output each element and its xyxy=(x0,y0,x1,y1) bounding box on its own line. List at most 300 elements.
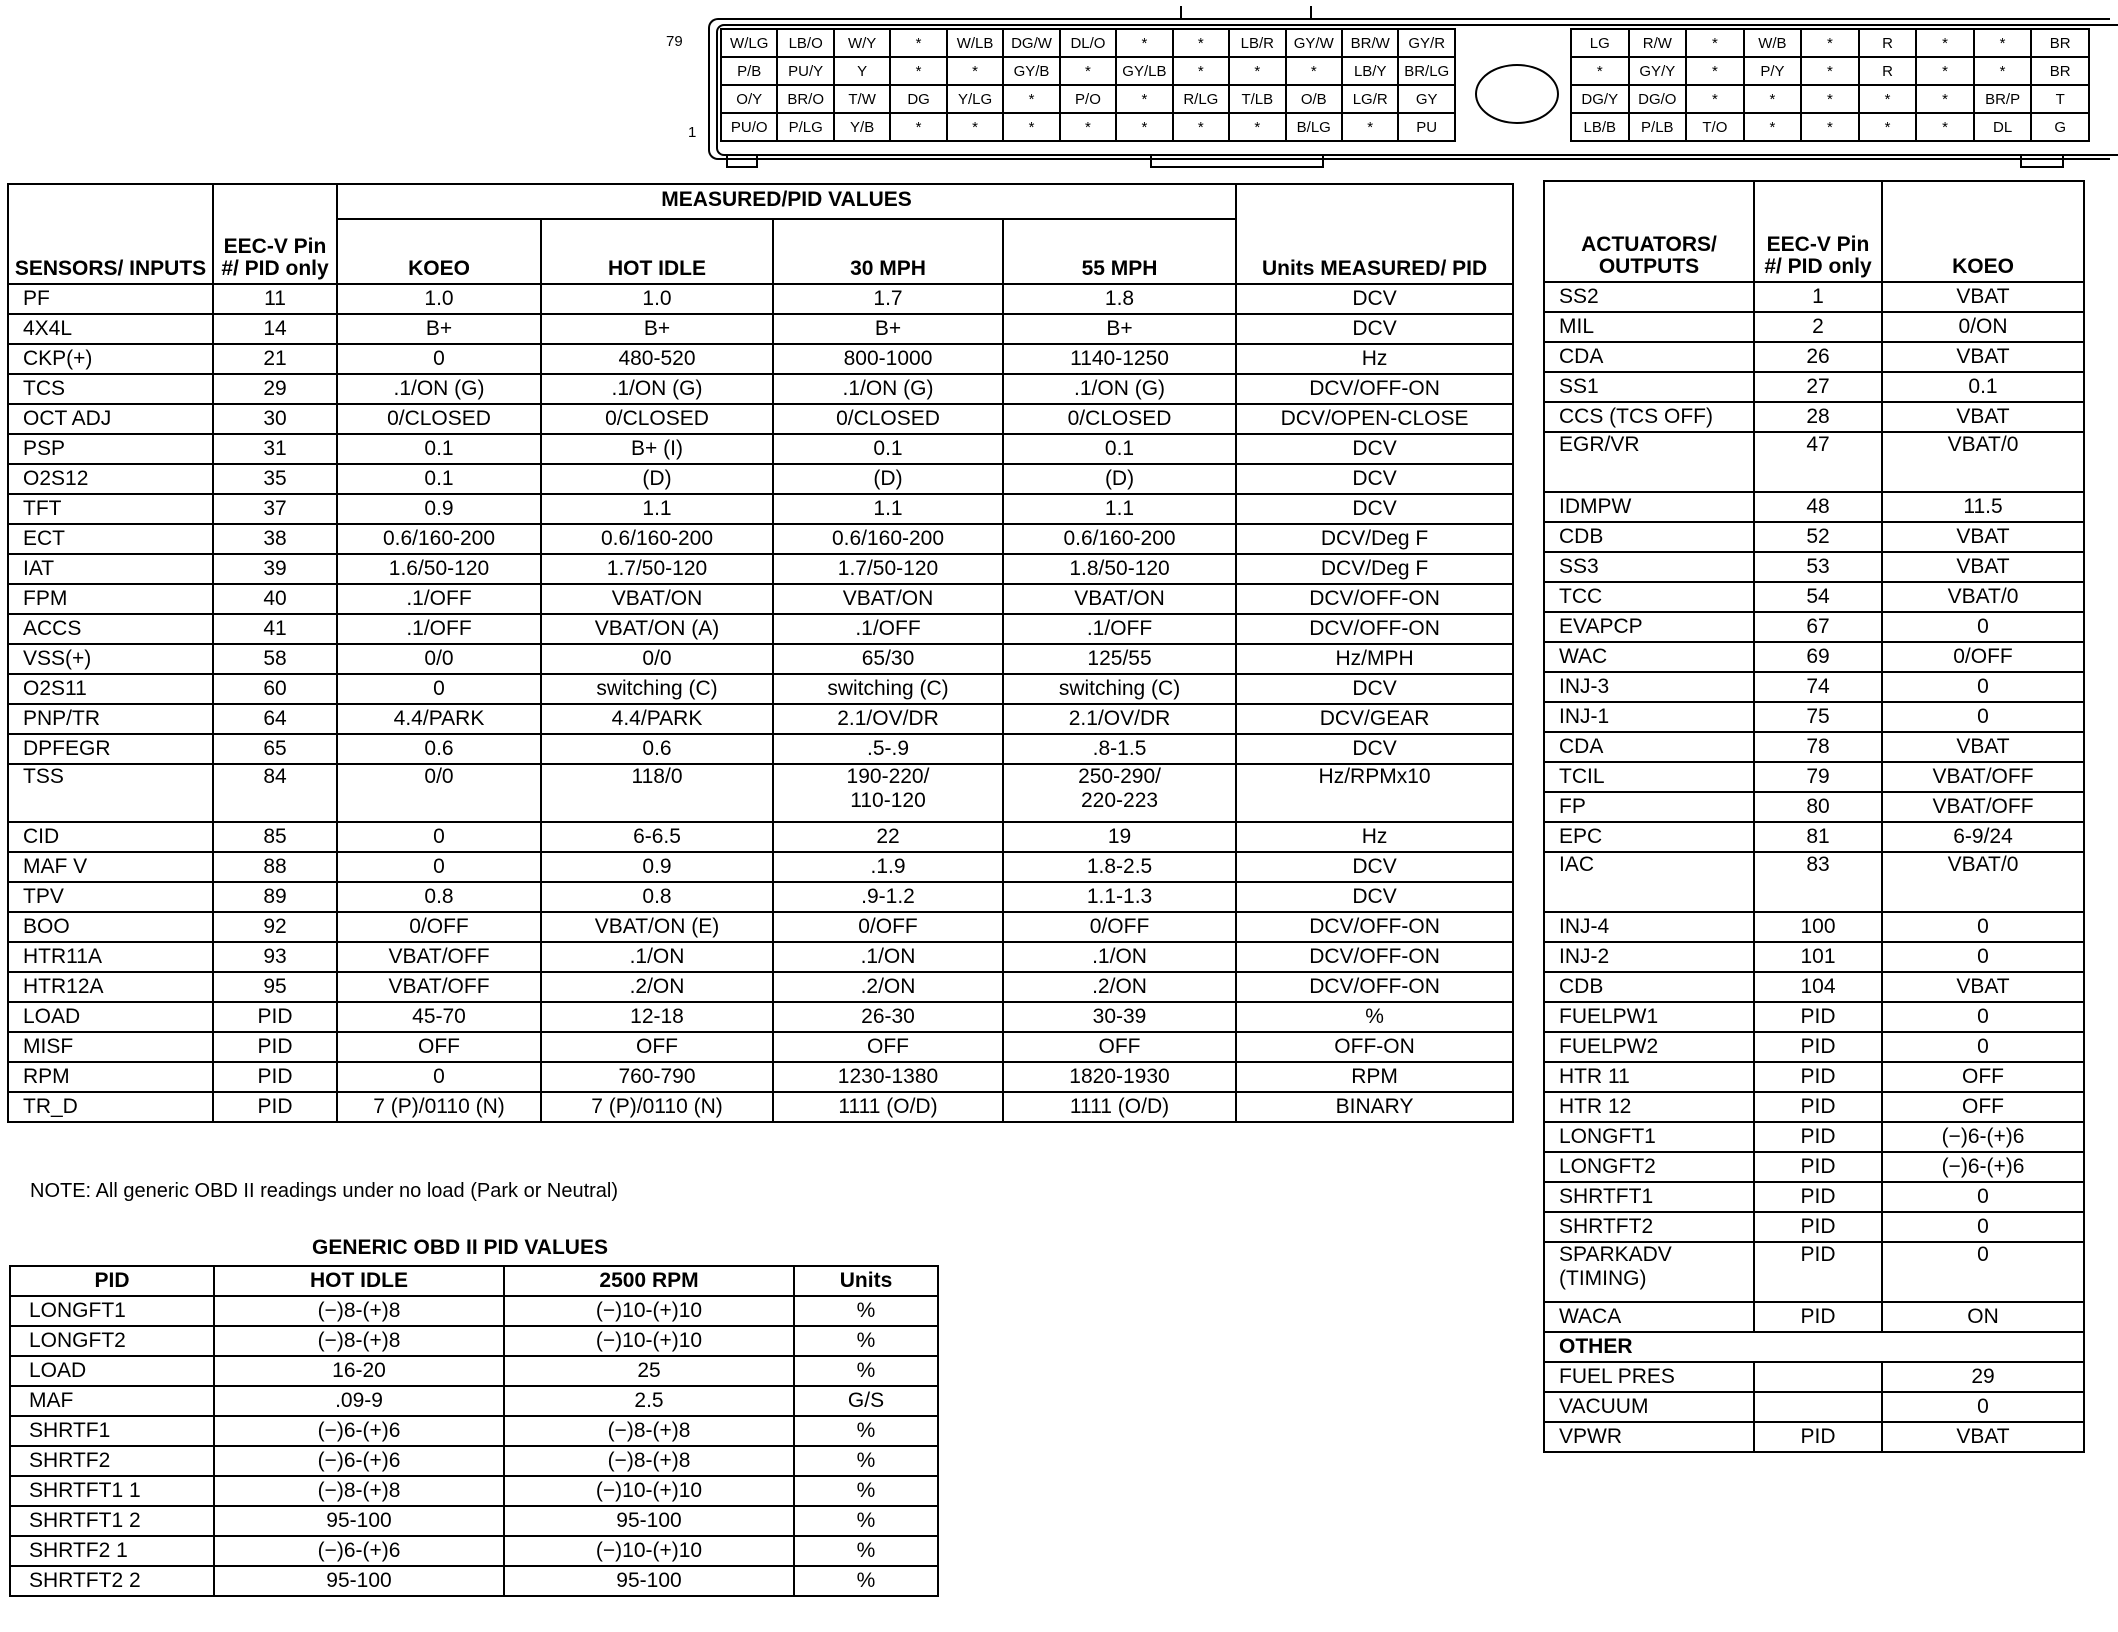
actuator-koeo xyxy=(1882,1002,2084,1032)
sensor-hot-idle xyxy=(541,614,773,644)
sensor-hot-idle-value: 6-6.5 xyxy=(633,825,681,848)
actuator-koeo xyxy=(1882,1242,2084,1302)
sensor-30-mph xyxy=(773,734,1003,764)
connector-pin-wire: DL xyxy=(1974,113,2032,141)
sensor-55-mph-line1: 250-290/ xyxy=(1078,765,1161,788)
sensor-30-mph-value: 0.1 xyxy=(873,437,903,460)
generic-pid: LOAD xyxy=(10,1356,214,1386)
actuator-koeo-value: 0 xyxy=(1977,615,1989,638)
col-eec-pin: EEC-V Pin #/ PID only xyxy=(1754,181,1882,282)
sensor-30-mph xyxy=(773,344,1003,374)
sensor-55-mph xyxy=(1003,1092,1236,1122)
sensor-row xyxy=(8,404,1513,434)
generic-units: % xyxy=(794,1326,938,1356)
connector-pin-wire: * xyxy=(1916,113,1974,141)
actuator-pin xyxy=(1754,942,1882,972)
sensor-hot-idle xyxy=(541,494,773,524)
actuator-koeo-value: 0 xyxy=(1977,945,1989,968)
sensor-hot-idle-value: .1/ON xyxy=(629,945,685,968)
sensor-hot-idle-value: B+ xyxy=(643,317,671,340)
sensor-30-mph-value: 1.7 xyxy=(873,287,903,310)
sensor-55-mph-value: 1111 (O/D) xyxy=(1069,1095,1170,1118)
sensor-name xyxy=(8,764,213,822)
sensor-30-mph xyxy=(773,314,1003,344)
sensor-units xyxy=(1236,972,1513,1002)
sensor-units xyxy=(1236,404,1513,434)
sensor-name-value: VSS(+) xyxy=(23,647,92,670)
sensor-30-mph xyxy=(773,584,1003,614)
sensor-hot-idle xyxy=(541,344,773,374)
sensor-pin xyxy=(213,1062,337,1092)
sensor-koeo xyxy=(337,852,541,882)
sensor-name-value: PNP/TR xyxy=(23,707,101,730)
sensor-row xyxy=(8,942,1513,972)
generic-units: % xyxy=(794,1296,938,1326)
sensor-koeo-value: 45-70 xyxy=(412,1005,466,1028)
connector-pin-wire: P/LG xyxy=(777,113,833,141)
sensor-hot-idle-value: 0.8 xyxy=(642,885,672,908)
sensor-30-mph-line1: 190-220/ xyxy=(846,765,930,788)
sensor-30-mph-value: 2.1/OV/DR xyxy=(837,707,939,730)
sensor-pin-value: PID xyxy=(257,1095,293,1118)
sensor-koeo-value: 0.1 xyxy=(424,437,454,460)
generic-table-title: GENERIC OBD II PID VALUES xyxy=(312,1236,608,1259)
actuator-pin-value: 53 xyxy=(1806,555,1830,578)
connector-row xyxy=(721,85,1455,113)
sensor-hot-idle-value: 0.6/160-200 xyxy=(600,527,714,550)
sensor-hot-idle xyxy=(541,734,773,764)
sensor-hot-idle-value: 760-790 xyxy=(618,1065,696,1088)
generic-2500-rpm: (−)10-(+)10 xyxy=(504,1476,794,1506)
connector-pin-wire: DG/Y xyxy=(1571,85,1629,113)
sensor-55-mph xyxy=(1003,404,1236,434)
col-koeo: KOEO xyxy=(1882,181,2084,282)
sensor-units xyxy=(1236,1002,1513,1032)
sensor-units-value: DCV xyxy=(1352,317,1397,340)
sensor-name-value: OCT ADJ xyxy=(23,407,112,430)
generic-units: % xyxy=(794,1356,938,1386)
actuator-name xyxy=(1544,342,1754,372)
actuator-koeo xyxy=(1882,762,2084,792)
sensor-koeo-value: 0.6/160-200 xyxy=(382,527,496,550)
sensor-row xyxy=(8,1002,1513,1032)
actuator-name xyxy=(1544,1362,1754,1392)
actuator-pin-value: 26 xyxy=(1806,345,1830,368)
generic-hot-idle: (−)6-(+)6 xyxy=(214,1446,504,1476)
connector-pin-wire: * xyxy=(1916,85,1974,113)
generic-units: % xyxy=(794,1476,938,1506)
actuator-koeo-value: 0 xyxy=(1977,1215,1989,1238)
actuator-name-value: EVAPCP xyxy=(1559,615,1643,638)
actuator-pin xyxy=(1754,1122,1882,1152)
sensor-name xyxy=(8,344,213,374)
sensor-name-value: MAF V xyxy=(23,855,88,878)
sensor-row xyxy=(8,674,1513,704)
sensor-koeo-value: 0/CLOSED xyxy=(387,407,491,430)
sensor-30-mph xyxy=(773,1092,1003,1122)
generic-pid: SHRTF1 xyxy=(10,1416,214,1446)
sensor-koeo xyxy=(337,1092,541,1122)
sensor-55-mph xyxy=(1003,822,1236,852)
connector-row xyxy=(721,57,1455,85)
connector-pin-wire: GY/LB xyxy=(1116,57,1172,85)
generic-row xyxy=(10,1386,938,1416)
sensor-55-mph xyxy=(1003,344,1236,374)
sensor-pin xyxy=(213,972,337,1002)
sensor-hot-idle-value: 7 (P)/0110 (N) xyxy=(591,1095,723,1118)
sensor-55-mph xyxy=(1003,912,1236,942)
sensor-pin xyxy=(213,284,337,314)
actuator-name-value: SHRTFT2 xyxy=(1559,1215,1654,1238)
sensor-pin xyxy=(213,314,337,344)
sensor-koeo-value: 0.6 xyxy=(424,737,454,760)
sensor-name xyxy=(8,674,213,704)
sensor-row xyxy=(8,882,1513,912)
actuator-name xyxy=(1544,672,1754,702)
sensor-hot-idle-value: .1/ON (G) xyxy=(611,377,703,400)
sensor-55-mph-value: 1.1-1.3 xyxy=(1086,885,1153,908)
sensor-30-mph-value: 1230-1380 xyxy=(837,1065,939,1088)
actuator-pin xyxy=(1754,1302,1882,1332)
sensor-name-value: ECT xyxy=(23,527,65,550)
sensor-name xyxy=(8,464,213,494)
sensor-55-mph-value: OFF xyxy=(1098,1035,1141,1058)
sensor-name-value: O2S11 xyxy=(23,677,87,700)
sensor-name xyxy=(8,942,213,972)
actuator-name-value: IAC xyxy=(1559,853,1595,876)
sensor-55-mph xyxy=(1003,882,1236,912)
sensor-koeo xyxy=(337,644,541,674)
sensor-koeo-value: B+ xyxy=(425,317,453,340)
actuator-pin-value: 81 xyxy=(1806,825,1830,848)
actuator-pin-value: PID xyxy=(1800,1305,1836,1328)
sensor-koeo xyxy=(337,554,541,584)
sensor-55-mph xyxy=(1003,734,1236,764)
sensor-name xyxy=(8,314,213,344)
sensor-hot-idle xyxy=(541,464,773,494)
actuator-name-value: WAC xyxy=(1559,645,1608,668)
sensor-koeo-value: 0/0 xyxy=(424,647,454,670)
actuator-koeo-value: 29 xyxy=(1971,1365,1995,1388)
actuator-koeo-value: VBAT xyxy=(1956,405,2010,428)
sensor-30-mph xyxy=(773,524,1003,554)
sensor-hot-idle-value: 0.6 xyxy=(642,737,672,760)
actuator-pin-value: PID xyxy=(1800,1125,1836,1148)
actuator-row xyxy=(1544,1002,2084,1032)
actuator-name-value: HTR 12 xyxy=(1559,1095,1632,1118)
sensor-row xyxy=(8,1092,1513,1122)
sensor-name-value: CKP(+) xyxy=(23,347,93,370)
sensor-pin xyxy=(213,494,337,524)
sensor-units xyxy=(1236,734,1513,764)
sensor-name-value: CID xyxy=(23,825,60,848)
actuator-pin-value: 52 xyxy=(1806,525,1830,548)
actuator-name xyxy=(1544,372,1754,402)
connector-pin-wire: BR xyxy=(2031,29,2089,57)
sensor-hot-idle xyxy=(541,644,773,674)
actuator-name-value: CDB xyxy=(1559,975,1604,998)
sensor-pin-value: 38 xyxy=(263,527,287,550)
sensor-hot-idle-value: 1.7/50-120 xyxy=(606,557,708,580)
sensor-koeo xyxy=(337,1062,541,1092)
actuator-name xyxy=(1544,852,1754,912)
sensor-hot-idle xyxy=(541,1002,773,1032)
sensor-hot-idle xyxy=(541,524,773,554)
connector-pin-wire: * xyxy=(1173,57,1229,85)
sensor-units-value: OFF-ON xyxy=(1334,1035,1415,1058)
sensor-koeo xyxy=(337,1032,541,1062)
sensor-hot-idle xyxy=(541,674,773,704)
sensor-55-mph xyxy=(1003,704,1236,734)
sensor-koeo-value: 7 (P)/0110 (N) xyxy=(373,1095,505,1118)
generic-pid: SHRTFT2 2 xyxy=(10,1566,214,1596)
connector-pin-wire: * xyxy=(1571,57,1629,85)
connector-pin-wire: * xyxy=(890,113,946,141)
generic-hot-idle: 95-100 xyxy=(214,1566,504,1596)
actuator-koeo-value: VBAT/OFF xyxy=(1932,765,2034,788)
latch xyxy=(2020,154,2064,168)
sensor-name xyxy=(8,912,213,942)
sensor-30-mph-value: .2/ON xyxy=(860,975,916,998)
actuator-koeo-value: VBAT xyxy=(1956,735,2010,758)
generic-units: % xyxy=(794,1416,938,1446)
actuator-row xyxy=(1544,1362,2084,1392)
actuator-row xyxy=(1544,732,2084,762)
sensor-pin-value: 39 xyxy=(263,557,287,580)
actuator-koeo xyxy=(1882,552,2084,582)
actuator-pin-value: 67 xyxy=(1806,615,1830,638)
actuator-pin-value: PID xyxy=(1800,1215,1836,1238)
sensor-units xyxy=(1236,1032,1513,1062)
sensor-pin xyxy=(213,1032,337,1062)
sensor-55-mph-value: 0.1 xyxy=(1104,437,1135,460)
sensor-hot-idle xyxy=(541,704,773,734)
actuator-pin xyxy=(1754,1032,1882,1062)
sensor-55-mph-value: .1/ON xyxy=(1092,945,1147,968)
sensor-koeo xyxy=(337,912,541,942)
sensor-units xyxy=(1236,822,1513,852)
sensor-55-mph xyxy=(1003,764,1236,822)
actuator-name xyxy=(1544,1032,1754,1062)
actuator-row xyxy=(1544,972,2084,1002)
sensor-55-mph-value: B+ xyxy=(1106,317,1133,340)
sensor-koeo xyxy=(337,674,541,704)
sensor-55-mph xyxy=(1003,942,1236,972)
sensor-koeo-value: 0/OFF xyxy=(409,915,469,938)
actuator-name-value: SS1 xyxy=(1559,375,1599,398)
actuator-pin-value: 54 xyxy=(1806,585,1830,608)
connector-row xyxy=(1571,29,2089,57)
sensor-name-value: BOO xyxy=(23,915,70,938)
sensor-units-value: DCV xyxy=(1352,855,1397,878)
sensor-pin-value: 30 xyxy=(263,407,287,430)
actuator-koeo-value: VBAT xyxy=(1956,1425,2010,1448)
actuator-row xyxy=(1544,1182,2084,1212)
sensor-pin xyxy=(213,674,337,704)
sensor-pin-value: 95 xyxy=(263,975,287,998)
sensor-55-mph xyxy=(1003,314,1236,344)
actuator-pin xyxy=(1754,732,1882,762)
sensor-koeo xyxy=(337,314,541,344)
sensor-30-mph-value: 800-1000 xyxy=(843,347,933,370)
sensor-30-mph xyxy=(773,882,1003,912)
connector-pin-wire: * xyxy=(1859,85,1917,113)
sensor-55-mph xyxy=(1003,674,1236,704)
connector-pin-wire: W/LB xyxy=(947,29,1003,57)
sensor-name-value: HTR12A xyxy=(23,975,104,998)
sensor-55-mph xyxy=(1003,1062,1236,1092)
sensor-name xyxy=(8,374,213,404)
actuator-name-value: LONGFT2 xyxy=(1559,1155,1656,1178)
sensor-hot-idle-value: OFF xyxy=(636,1035,678,1058)
sensor-koeo-value: VBAT/OFF xyxy=(388,975,490,998)
actuator-koeo xyxy=(1882,1362,2084,1392)
sensor-hot-idle-value: VBAT/ON (A) xyxy=(594,617,720,640)
sensor-55-mph-value: 1.1 xyxy=(1104,497,1135,520)
sensor-units-value: RPM xyxy=(1351,1065,1398,1088)
connector-pin-wire: * xyxy=(947,57,1003,85)
connector-pin-wire: * xyxy=(1003,85,1059,113)
sensor-55-mph-value: 0/OFF xyxy=(1089,915,1150,938)
actuator-name-value: MIL xyxy=(1559,315,1595,338)
sensor-koeo-value: 0.9 xyxy=(424,497,454,520)
generic-row xyxy=(10,1536,938,1566)
connector-pin-wire: * xyxy=(1229,113,1285,141)
actuator-name xyxy=(1544,1212,1754,1242)
sensor-units xyxy=(1236,852,1513,882)
sensor-hot-idle-value: VBAT/ON (E) xyxy=(594,915,720,938)
actuator-koeo-value: 0/ON xyxy=(1958,315,2008,338)
actuator-name xyxy=(1544,1062,1754,1092)
generic-2500-rpm: (−)8-(+)8 xyxy=(504,1446,794,1476)
col-55-mph: 55 MPH xyxy=(1003,219,1236,284)
actuator-pin xyxy=(1754,372,1882,402)
sensor-hot-idle-value: 12-18 xyxy=(630,1005,684,1028)
sensor-30-mph xyxy=(773,972,1003,1002)
sensor-hot-idle xyxy=(541,1092,773,1122)
actuator-name xyxy=(1544,432,1754,492)
sensor-row xyxy=(8,972,1513,1002)
sensor-pin xyxy=(213,524,337,554)
sensor-name-value: RPM xyxy=(23,1065,70,1088)
connector-pin-wire: P/B xyxy=(721,57,777,85)
sensor-koeo-value: 0.1 xyxy=(424,467,454,490)
actuator-pin-value: 79 xyxy=(1806,765,1830,788)
actuator-row xyxy=(1544,522,2084,552)
actuator-koeo xyxy=(1882,792,2084,822)
actuator-pin-value: 75 xyxy=(1806,705,1830,728)
actuator-name-value: LONGFT1 xyxy=(1559,1125,1656,1148)
col-eec-pin: EEC-V Pin #/ PID only xyxy=(213,184,337,284)
sensor-pin xyxy=(213,734,337,764)
sensor-pin-value: 60 xyxy=(263,677,287,700)
actuator-row xyxy=(1544,582,2084,612)
col-hot-idle: HOT IDLE xyxy=(541,219,773,284)
sensor-30-mph xyxy=(773,554,1003,584)
actuator-pin-value: 100 xyxy=(1800,915,1836,938)
actuator-name-value: VPWR xyxy=(1559,1425,1622,1448)
generic-hot-idle: (−)6-(+)6 xyxy=(214,1416,504,1446)
connector-pin-wire: PU/Y xyxy=(777,57,833,85)
actuator-koeo xyxy=(1882,582,2084,612)
sensor-name xyxy=(8,734,213,764)
actuator-pin-value: PID xyxy=(1800,1155,1836,1178)
actuator-koeo-value: VBAT xyxy=(1956,285,2010,308)
col-actuators-outputs: ACTUATORS/ OUTPUTS xyxy=(1544,181,1754,282)
sensor-pin-value: 29 xyxy=(263,377,287,400)
sensor-koeo xyxy=(337,374,541,404)
actuator-row xyxy=(1544,1062,2084,1092)
connector-row xyxy=(721,113,1455,141)
sensor-koeo xyxy=(337,942,541,972)
sensor-55-mph-line2: 220-223 xyxy=(1080,789,1159,812)
actuator-name-line2: (TIMING) xyxy=(1559,1267,1647,1290)
sensor-units-value: DCV/OFF-ON xyxy=(1309,975,1440,998)
generic-row xyxy=(10,1566,938,1596)
actuator-pin xyxy=(1754,642,1882,672)
sensor-pin xyxy=(213,614,337,644)
connector-pin-wire: DG/W xyxy=(1003,29,1059,57)
sensor-pin-value: PID xyxy=(257,1065,293,1088)
sensor-55-mph-value: VBAT/ON xyxy=(1074,587,1165,610)
actuator-name xyxy=(1544,972,1754,1002)
sensor-row xyxy=(8,434,1513,464)
sensor-30-mph xyxy=(773,1062,1003,1092)
sensor-pin xyxy=(213,1092,337,1122)
actuator-row xyxy=(1544,612,2084,642)
actuator-pin xyxy=(1754,1092,1882,1122)
sensor-55-mph-value: 1140-1250 xyxy=(1070,347,1169,370)
sensor-units-value: DCV xyxy=(1352,287,1397,310)
sensor-30-mph-line2: 110-120 xyxy=(850,789,926,812)
sensor-name xyxy=(8,434,213,464)
sensor-koeo xyxy=(337,764,541,822)
sensor-hot-idle-value: 118/0 xyxy=(631,765,683,788)
connector-pin-wire: * xyxy=(1229,57,1285,85)
connector-pin-wire: BR/P xyxy=(1974,85,2032,113)
sensor-55-mph xyxy=(1003,434,1236,464)
actuator-row xyxy=(1544,432,2084,492)
sensor-hot-idle xyxy=(541,972,773,1002)
connector-pin-wire: * xyxy=(1744,85,1802,113)
sensor-units-value: DCV xyxy=(1352,437,1397,460)
sensor-30-mph-value: .5-.9 xyxy=(866,737,910,760)
sensor-hot-idle xyxy=(541,882,773,912)
sensor-name-value: O2S12 xyxy=(23,467,89,490)
connector-pin-wire: R xyxy=(1859,57,1917,85)
actuator-pin xyxy=(1754,1182,1882,1212)
connector-pin-wire: LB/R xyxy=(1229,29,1285,57)
sensor-units-value: Hz/MPH xyxy=(1335,647,1414,670)
sensor-name-value: PF xyxy=(23,287,50,310)
actuator-row xyxy=(1544,282,2084,312)
connector-pin-wire: W/B xyxy=(1744,29,1802,57)
pin-label-1: 1 xyxy=(688,124,697,141)
actuator-row xyxy=(1544,822,2084,852)
sensor-units xyxy=(1236,374,1513,404)
sensor-pin xyxy=(213,882,337,912)
connector-pin-wire: PU xyxy=(1398,113,1455,141)
actuator-pin xyxy=(1754,1422,1882,1452)
actuator-name xyxy=(1544,1422,1754,1452)
sensor-koeo-value: .1/ON (G) xyxy=(393,377,485,400)
actuator-koeo-value: 0 xyxy=(1977,1185,1989,1208)
sensor-55-mph-value: 125/55 xyxy=(1087,647,1152,670)
sensor-30-mph-value: 1111 (O/D) xyxy=(838,1095,938,1118)
connector-pin-wire: P/Y xyxy=(1744,57,1802,85)
connector-pin-wire: P/LB xyxy=(1629,113,1687,141)
sensor-hot-idle-value: 0/0 xyxy=(642,647,672,670)
